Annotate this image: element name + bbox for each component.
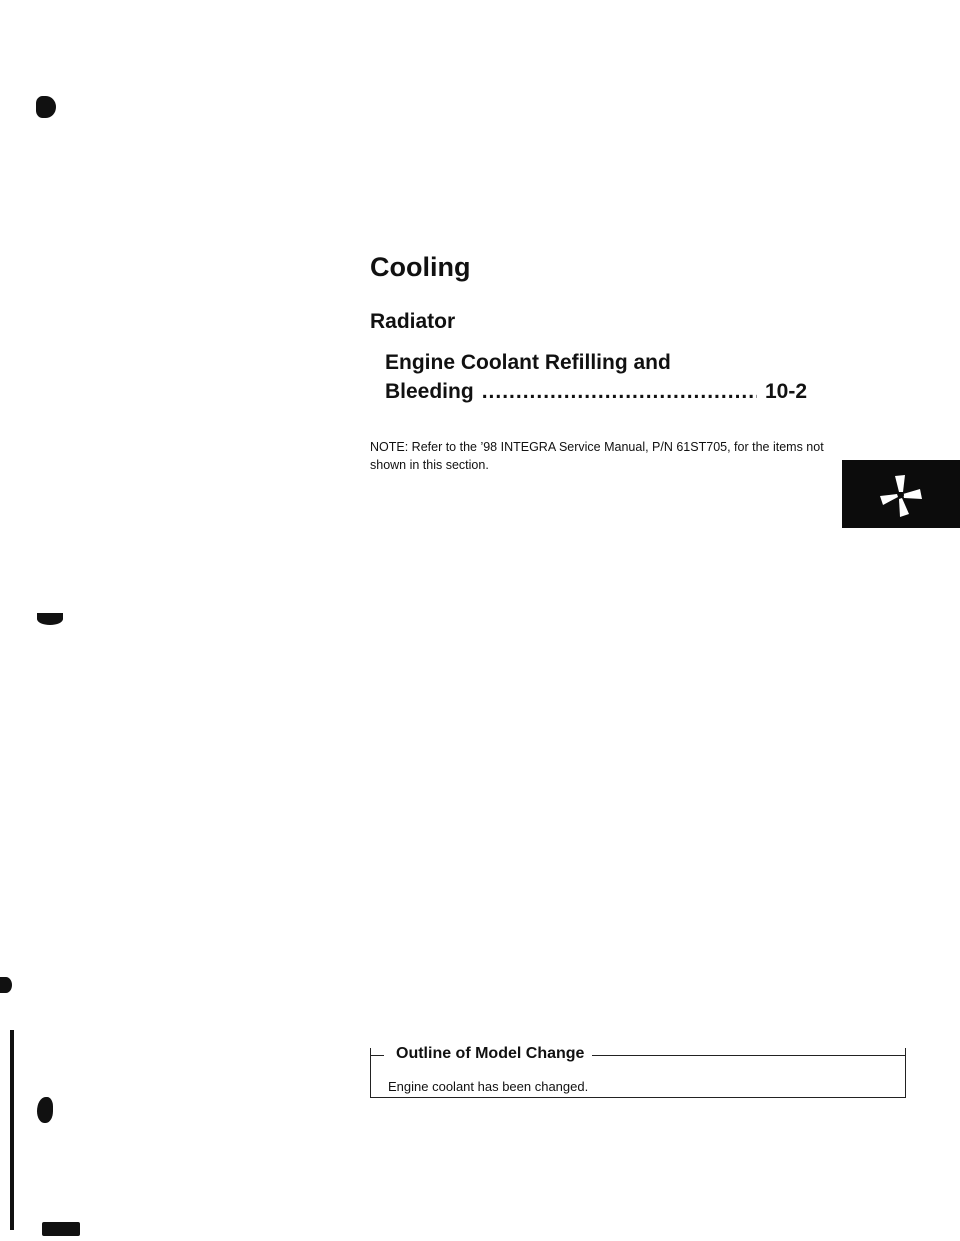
outline-text: Engine coolant has been changed. [388, 1079, 589, 1094]
outline-rule [370, 1055, 384, 1056]
scan-edge-mark [42, 1222, 80, 1236]
toc-entry-title-line1: Engine Coolant Refilling and [385, 351, 671, 374]
section-tab [842, 460, 960, 528]
binding-hole-mark [36, 96, 56, 118]
subsection-title: Radiator [370, 310, 456, 333]
scan-edge-mark [10, 1030, 14, 1230]
binding-hole-mark [37, 1097, 53, 1123]
toc-entry-title-line2: Bleeding [385, 380, 474, 403]
binding-hole-mark [0, 977, 12, 993]
toc-leader-dots [482, 380, 757, 404]
outline-label: Outline of Model Change [388, 1045, 592, 1063]
section-title: Cooling [370, 252, 471, 282]
toc-entry[interactable] [385, 380, 807, 404]
fan-icon [878, 472, 924, 518]
section-note: NOTE: Refer to the ’98 INTEGRA Service Manual, P/N 61ST705, for the items not shown in this section. [370, 440, 824, 472]
binding-hole-mark [37, 613, 63, 625]
toc-page-number: 10-2 [764, 380, 807, 403]
